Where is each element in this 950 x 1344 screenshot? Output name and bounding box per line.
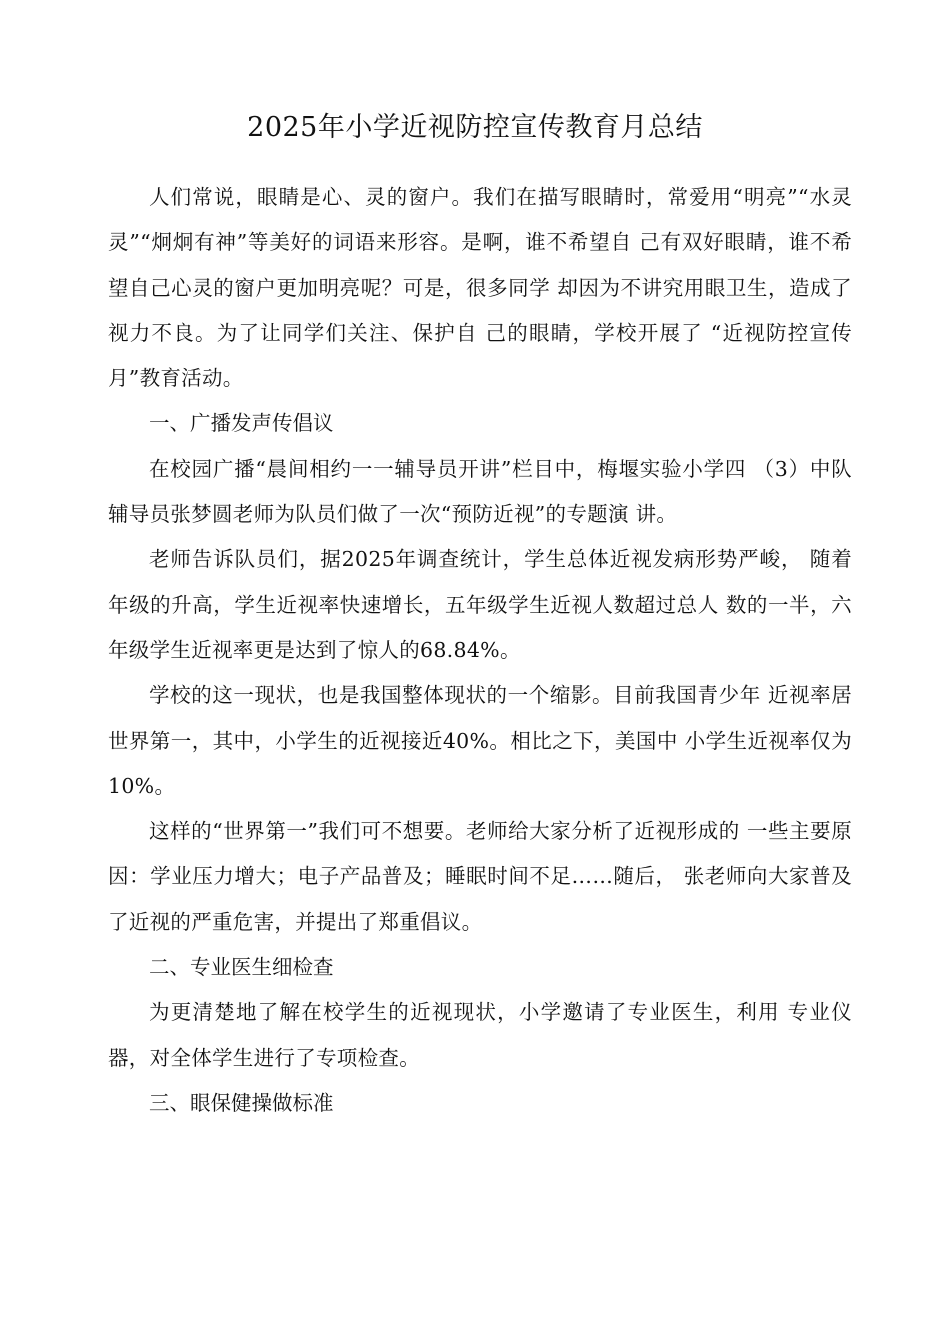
document-title: 2025年小学近视防控宣传教育月总结 <box>247 112 703 143</box>
section-heading-3: 三、眼保健操做标准 <box>149 1090 334 1115</box>
document-body <box>108 175 852 1126</box>
paragraph-causes: 这样的“世界第一”我们可不想要。老师给大家分析了近视形成的 一些主要原因：学业压力增大；电子产品普及；睡眠时间不足……随后， 张老师向大家普及了近视的严重危害，并提出了郑重倡议。 <box>108 819 852 934</box>
paragraph-national-status: 学校的这一现状，也是我国整体现状的一个缩影。目前我国青少年 近视率居世界第一，其中，小学生的近视接近40%。相比之下，美国中 小学生近视率仅为10%。 <box>108 683 852 798</box>
paragraph-intro: 人们常说，眼睛是心、灵的窗户。我们在描写眼睛时，常爱用“明亮”“水灵灵”“炯炯有神”等美好的词语来形容。是啊，谁不希望自 己有双好眼睛，谁不希望自己心灵的窗户更加明亮呢？可是，很多同学 却因为不讲究用眼卫生，造成了视力不良。为了让同学们关注、保护自 己的眼睛，学校开展了 “近视防控宣传月”教育活动。 <box>108 185 852 391</box>
paragraph-statistics: 老师告诉队员们，据2025年调查统计，学生总体近视发病形势严峻， 随着年级的升高，学生近视率快速增长，五年级学生近视人数超过总人 数的一半，六年级学生近视率更是达到了惊人的68.84%。 <box>108 547 852 662</box>
section-heading-2: 二、专业医生细检查 <box>149 955 334 980</box>
paragraph-checkup: 为更清楚地了解在校学生的近视现状，小学邀请了专业医生，利用 专业仪器，对全体学生进行了专项检查。 <box>108 1000 852 1070</box>
paragraph-broadcast: 在校园广播“晨间相约一一辅导员开讲”栏目中，梅堰实验小学四 （3）中队辅导员张梦圆老师为队员们做了一次“预防近视”的专题演 讲。 <box>108 456 852 527</box>
section-heading-1: 一、广播发声传倡议 <box>149 411 334 436</box>
